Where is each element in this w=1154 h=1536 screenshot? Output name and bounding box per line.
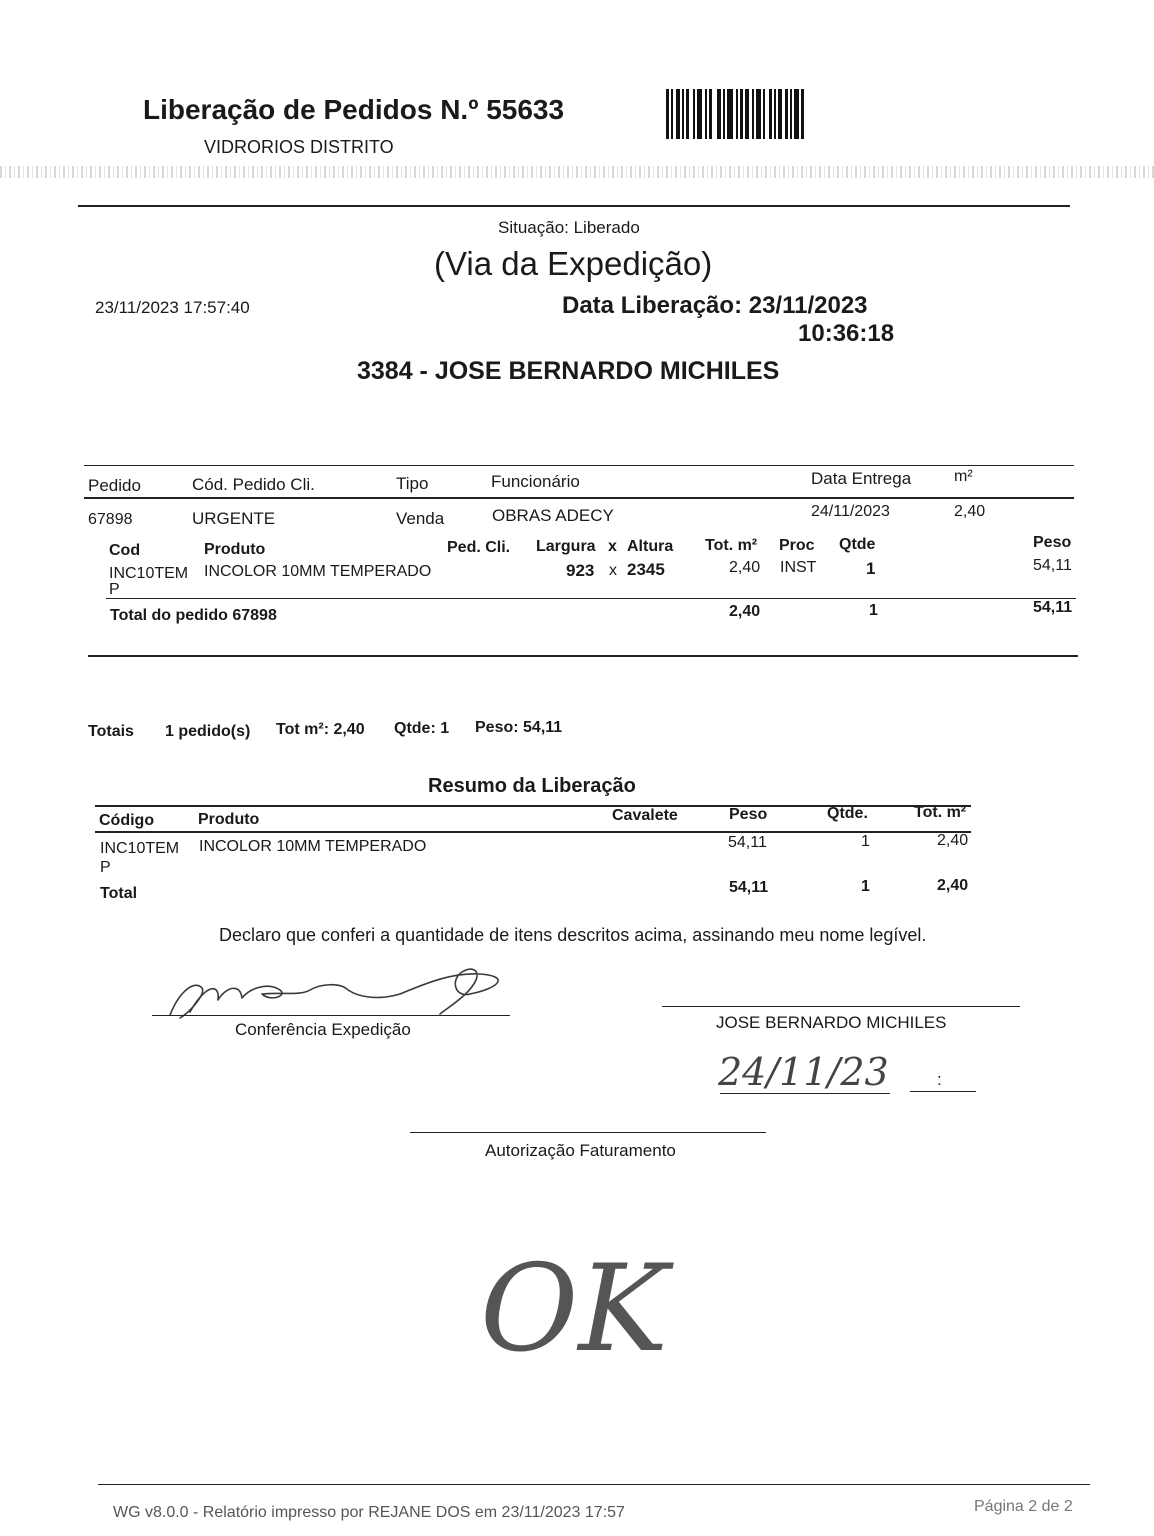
header-divider <box>78 205 1070 207</box>
company-name: VIDRORIOS DISTRITO <box>204 137 394 157</box>
col-header-tipo: Tipo <box>396 474 429 493</box>
release-date-label: Data Liberação: <box>562 292 743 319</box>
col-header-pedido: Pedido <box>88 476 141 495</box>
order-employee: OBRAS ADECY <box>492 506 614 525</box>
item-x: x <box>609 562 617 579</box>
item-tot-m2: 2,40 <box>729 559 761 576</box>
item-code-line2: P <box>109 581 120 598</box>
summary-product: INCOLOR 10MM TEMPERADO <box>199 838 427 855</box>
item-qtde: 1 <box>866 559 876 578</box>
conference-signature-line <box>152 1015 510 1016</box>
summary-code-line1: INC10TEM <box>100 840 180 857</box>
document-title: Liberação de Pedidos N.º 55633 <box>143 94 565 125</box>
totals-orders: 1 pedido(s) <box>165 723 251 740</box>
billing-label: Autorização Faturamento <box>485 1141 676 1160</box>
totals-weight: Peso: 54,11 <box>475 719 563 736</box>
order-total-weight: 54,11 <box>1033 599 1073 616</box>
customer-signature-line <box>662 1006 1020 1007</box>
footer-printed-by: WG v8.0.0 - Relatório impresso por REJANE DOS em 23/11/2023 17:57 <box>113 1504 625 1521</box>
barcode <box>666 89 842 139</box>
orders-table-top-rule <box>84 465 1074 466</box>
time-underline <box>910 1091 976 1092</box>
billing-signature-line <box>410 1132 766 1133</box>
totals-qtde: Qtde: 1 <box>394 720 450 737</box>
item-header-largura: Largura <box>536 538 596 555</box>
customer-signature-name: JOSE BERNARDO MICHILES <box>716 1013 947 1032</box>
item-header-tot-m2: Tot. m² <box>705 537 758 554</box>
release-date-value: 23/11/2023 <box>748 292 868 319</box>
item-width: 923 <box>566 561 595 580</box>
item-weight: 54,11 <box>1033 557 1072 574</box>
item-proc: INST <box>780 559 817 576</box>
col-header-data-entrega: Data Entrega <box>811 469 912 488</box>
order-total-rule <box>106 598 1076 599</box>
time-placeholder: : <box>937 1070 942 1089</box>
summary-col-peso: Peso <box>729 806 768 823</box>
footer-rule <box>98 1484 1090 1485</box>
col-header-funcionario: Funcionário <box>491 472 580 491</box>
copy-label: (Via da Expedição) <box>434 245 713 282</box>
item-header-proc: Proc <box>779 537 815 554</box>
order-type: Venda <box>396 509 445 528</box>
summary-col-produto: Produto <box>198 811 260 828</box>
order-m2: 2,40 <box>954 503 986 520</box>
summary-total-qtde: 1 <box>861 878 870 895</box>
summary-col-qtde: Qtde. <box>827 805 868 822</box>
situation-status: Situação: Liberado <box>498 218 640 237</box>
date-underline <box>720 1093 890 1094</box>
totals-label: Totais <box>88 723 134 740</box>
orders-table-bottom-rule <box>88 655 1078 657</box>
summary-total-weight: 54,11 <box>729 879 769 896</box>
summary-weight: 54,11 <box>728 834 767 851</box>
order-total-label: Total do pedido 67898 <box>110 607 277 624</box>
col-header-cod-pedido-cli: Cód. Pedido Cli. <box>192 475 315 494</box>
release-time: 10:36:18 <box>798 320 895 347</box>
item-header-qtde: Qtde <box>839 536 876 553</box>
customer-name: 3384 - JOSE BERNARDO MICHILES <box>357 357 780 385</box>
order-total-m2: 2,40 <box>729 603 761 620</box>
item-height: 2345 <box>627 560 665 579</box>
item-header-altura: Altura <box>627 538 674 555</box>
summary-col-tot-m2: Tot. m² <box>914 804 967 821</box>
footer-page-number: Página 2 de 2 <box>974 1498 1073 1515</box>
item-header-ped-cli: Ped. Cli. <box>447 539 511 556</box>
order-client-code: URGENTE <box>192 509 276 528</box>
item-header-peso: Peso <box>1033 534 1072 551</box>
order-delivery-date: 24/11/2023 <box>811 503 890 520</box>
col-header-m2: m² <box>954 468 973 485</box>
summary-code-line2: P <box>100 859 111 876</box>
handwritten-ok: OK <box>480 1240 669 1379</box>
scan-noise-strip <box>0 166 1154 178</box>
summary-qtde: 1 <box>861 833 870 850</box>
order-total-qtde: 1 <box>869 602 878 619</box>
conference-label: Conferência Expedição <box>235 1020 411 1039</box>
printed-timestamp: 23/11/2023 17:57:40 <box>95 298 250 317</box>
summary-title: Resumo da Liberação <box>428 775 636 797</box>
summary-col-codigo: Código <box>99 812 155 829</box>
summary-total-m2: 2,40 <box>937 877 969 894</box>
declaration-text: Declaro que conferi a quantidade de itens descritos acima, assinando meu nome legível. <box>219 925 927 945</box>
order-number: 67898 <box>88 511 133 528</box>
item-code-line1: INC10TEM <box>109 565 189 582</box>
summary-tot-m2: 2,40 <box>937 832 969 849</box>
item-product: INCOLOR 10MM TEMPERADO <box>204 563 432 580</box>
item-header-produto: Produto <box>204 541 266 558</box>
orders-header-rule <box>84 497 1074 499</box>
handwritten-date: 24/11/23 <box>718 1050 889 1094</box>
summary-header-rule <box>95 831 971 833</box>
summary-col-cavalete: Cavalete <box>612 807 678 824</box>
item-header-x: x <box>608 538 617 555</box>
release-date <box>562 292 868 320</box>
summary-total-label: Total <box>100 885 138 902</box>
totals-m2: Tot m²: 2,40 <box>276 721 365 738</box>
item-header-cod: Cod <box>109 542 141 559</box>
